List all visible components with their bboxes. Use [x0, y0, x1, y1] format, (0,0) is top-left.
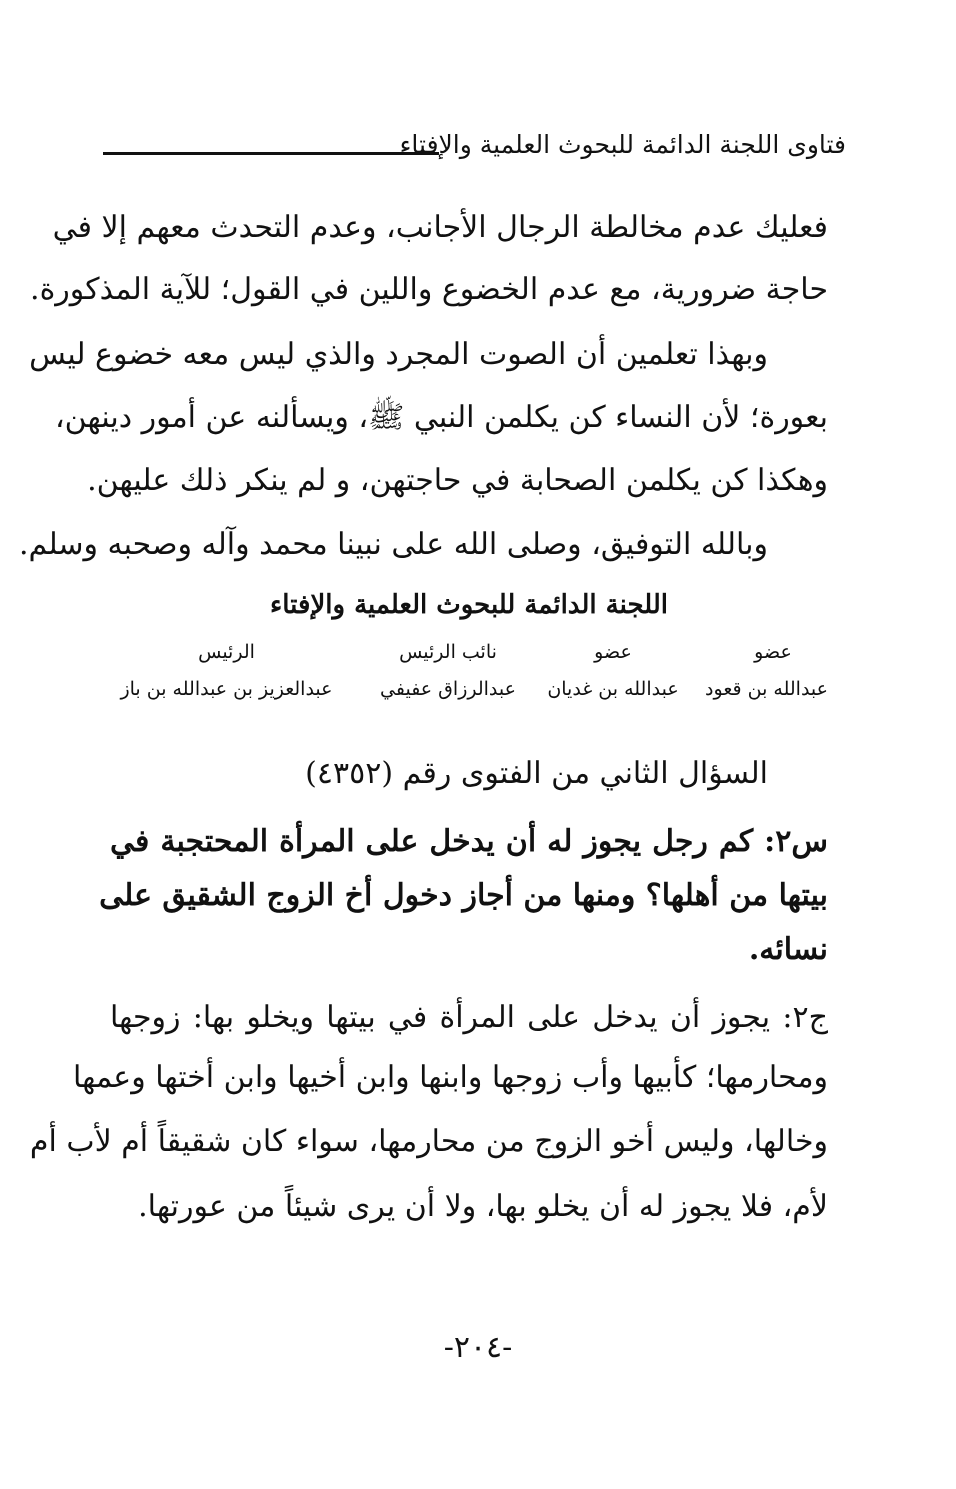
running-header: فتاوى اللجنة الدائمة للبحوث العلمية والإفتاء: [399, 130, 846, 159]
signature-role: عضو: [594, 641, 632, 663]
signature-name: عبدالعزيز بن عبدالله بن باز: [120, 678, 333, 700]
signature-member-4: [110, 640, 343, 704]
answer-line: ج٢: يجوز أن يدخل على المرأة في بيتها ويخلو بها: زوجها: [110, 1000, 828, 1035]
paragraph-line: وبهذا تعلمين أن الصوت المجرد والذي ليس معه خضوع ليس: [29, 337, 768, 372]
question-line: نسائه.: [748, 932, 828, 967]
answer-line: لأم، فلا يجوز له أن يخلو بها، ولا أن يرى شيئاً من عورتها.: [138, 1189, 828, 1224]
paragraph-line: وهكذا كن يكلمن الصحابة في حاجتهن، و لم ينكر ذلك عليهن.: [87, 463, 828, 498]
page-number: -٢٠٤-: [443, 1330, 513, 1365]
question-line: بيتها من أهلها؟ ومنها من أجاز دخول أخ الزوج الشقيق على: [99, 878, 828, 913]
header-rule: [103, 152, 439, 155]
answer-line: ومحارمها؛ كأبيها وأب زوجها وابنها وابن أخيها وابن أختها وعمها: [72, 1060, 828, 1095]
signature-role: نائب الرئيس: [399, 641, 497, 663]
answer-line: وخالها، وليس أخو الزوج من محارمها، سواء كان شقيقاً أم لأب أم: [29, 1124, 828, 1159]
signature-role: عضو: [754, 641, 792, 663]
signature-name: عبدالله بن قعود: [705, 678, 828, 700]
signature-role: الرئيس: [198, 641, 255, 663]
paragraph-line: حاجة ضرورية، مع عدم الخضوع واللين في القول؛ للآية المذكورة.: [30, 272, 828, 307]
question-line: س٢: كم رجل يجوز له أن يدخل على المرأة المحتجبة في: [110, 824, 828, 859]
signature-member-3: [373, 640, 523, 704]
signatures: [110, 640, 828, 720]
signature-member-1: [705, 640, 828, 704]
signature-name: عبدالله بن غديان: [547, 678, 679, 700]
paragraph-line: فعليك عدم مخالطة الرجال الأجانب، وعدم التحدث معهم إلا في: [52, 210, 828, 245]
paragraph-line: بعورة؛ لأن النساء كن يكلمن النبي ﷺ، ويسألنه عن أمور دينهن،: [54, 400, 828, 435]
signature-member-2: [543, 640, 683, 704]
closing-line: وبالله التوفيق، وصلى الله على نبينا محمد وآله وصحبه وسلم.: [18, 527, 768, 562]
committee-title: اللجنة الدائمة للبحوث العلمية والإفتاء: [270, 590, 668, 620]
fatwa-heading: السؤال الثاني من الفتوى رقم (٤٣٥٢): [305, 756, 768, 791]
signature-name: عبدالرزاق عفيفي: [380, 678, 516, 700]
